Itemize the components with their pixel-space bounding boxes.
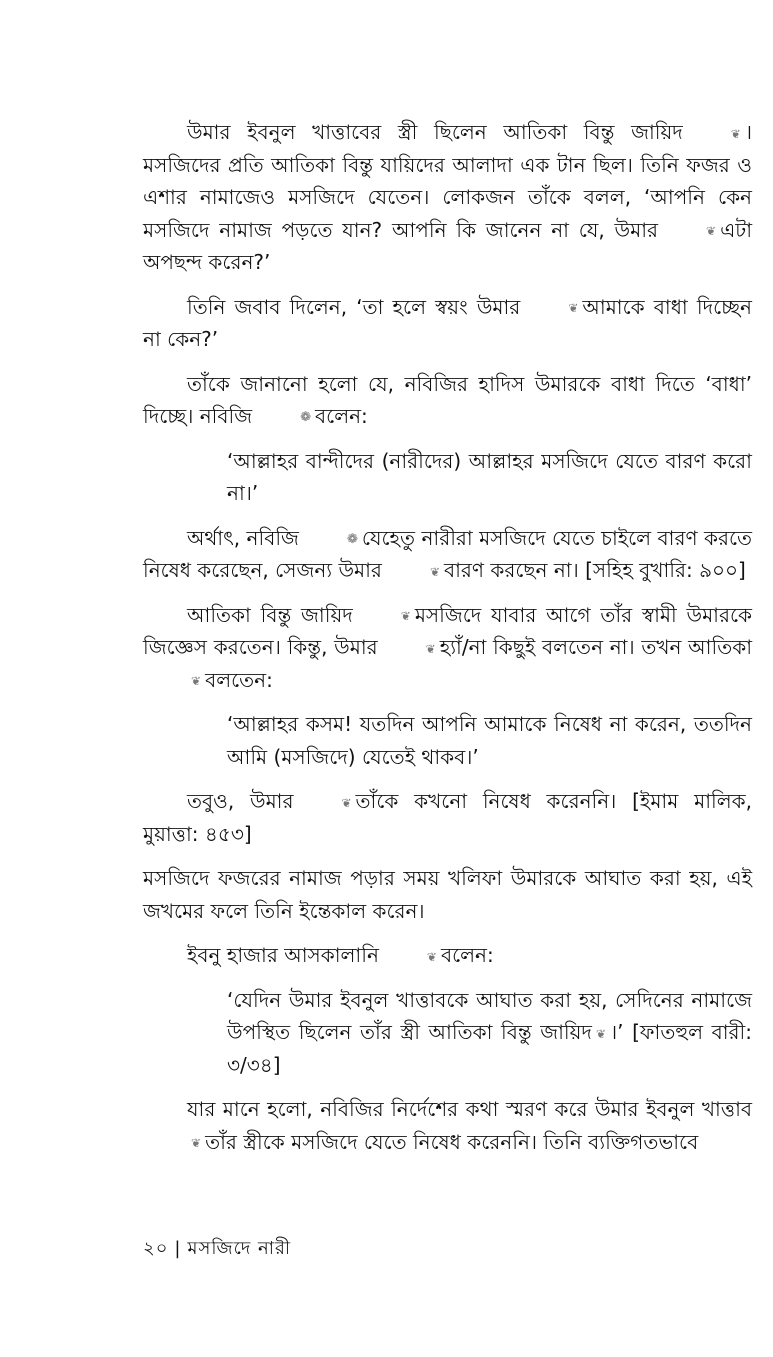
- paragraph-3: [143, 368, 752, 433]
- honorific-icon: ❦: [341, 795, 352, 810]
- paragraph-5: [143, 599, 752, 697]
- paragraph-1: [143, 116, 752, 279]
- paragraph-text: । মসজিদের প্রতি আতিকা বিন্তু যায়িদের আলাদা এক টান ছিল। তিনি ফজর ও এশার নামাজেও মসজিদে যেতেন। লোকজন তাঁকে বলল, ‘আপনি কেন মসজিদে নামাজ পড়তে যান? আপনি কি জানেন না যে, উমার: [143, 120, 752, 242]
- honorific-icon: ❦: [595, 1026, 606, 1041]
- paragraph-text: আমাকে বাধা দিচ্ছেন না কেন?’: [143, 294, 752, 351]
- quote-text: ‘আল্লাহর বান্দীদের (নারীদের) আল্লাহর মসজিদে যেতে বারণ করো না।’: [227, 448, 752, 505]
- page-body: [143, 116, 752, 1170]
- paragraph-text: তাঁর স্ত্রীকে মসজিদে যেতে নিষেধ করেননি। তিনি ব্যক্তিগতভাবে: [205, 1129, 699, 1154]
- paragraph-text: বলেন:: [440, 943, 494, 967]
- paragraph-text: যেহেতু নারীরা মসজিদে যেতে চাইলে বারণ করতে নিষেধ করেছেন, সেজন্য উমার: [143, 525, 752, 582]
- paragraph-text: মসজিদে ফজরের নামাজ পড়ার সময় খলিফা উমারকে আঘাত করা হয়, এই জখমের ফলে তিনি ইন্তেকাল করেন।: [143, 866, 752, 923]
- paragraph-text: আতিকা বিন্তু জায়িদ: [187, 602, 353, 627]
- paragraph-7: [143, 862, 752, 927]
- block-quote-1: [227, 445, 752, 510]
- paragraph-text: ইবনু হাজার আসকালানি: [187, 943, 379, 967]
- quote-text: ‘যেদিন উমার ইবনুল খাত্তাবকে আঘাত করা হয়, সেদিনের নামাজে উপস্থিত ছিলেন তাঁর স্ত্রী আতিকা বিন্তু জায়িদ: [227, 987, 752, 1044]
- paragraph-text: বারণ করছেন না। [সহিহ বুখারি: ৯০০]: [444, 558, 746, 582]
- paragraph-text: তিনি জবাব দিলেন, ‘তা হলে স্বয়ং উমার: [187, 294, 521, 319]
- honorific-icon: ❦: [426, 949, 437, 964]
- salawat-icon: ❁: [300, 410, 312, 425]
- page-number: ২০: [143, 1238, 169, 1259]
- paragraph-text: বলেন:: [315, 404, 368, 428]
- paragraph-2: [143, 291, 752, 356]
- paragraph-9: [143, 1093, 752, 1158]
- paragraph-text: মসজিদে যাবার আগে তাঁর স্বামী উমারকে জিজ্ঞেস করতেন। কিন্তু, উমার: [143, 602, 752, 659]
- block-quote-2: [227, 708, 752, 773]
- paragraph-text: যার মানে হলো, নবিজির নির্দেশের কথা স্মরণ করে উমার ইবনুল খাত্তাব: [187, 1097, 752, 1121]
- quote-text: ।’ [ফাতহুল বারী: ৩/৩৪]: [227, 1020, 753, 1077]
- honorific-icon: ❦: [706, 224, 717, 238]
- paragraph-text: উমার ইবনুল খাত্তাবের স্ত্রী ছিলেন আতিকা বিন্তু জায়িদ: [187, 120, 683, 144]
- honorific-icon: ❦: [400, 609, 411, 623]
- paragraph-text: এটা অপছন্দ করেন?’: [143, 217, 752, 274]
- paragraph-8: [143, 939, 752, 972]
- paragraph-text: তাঁকে জানানো হলো যে, নবিজির হাদিস উমারকে বাধা দিতে ‘বাধা’ দিচ্ছে। নবিজি: [143, 371, 752, 428]
- paragraph-text: বলতেন:: [205, 667, 273, 692]
- honorific-icon: ❦: [191, 1136, 202, 1150]
- honorific-icon: ❦: [425, 641, 436, 656]
- paragraph-6: [143, 785, 752, 850]
- honorific-icon: ❦: [568, 301, 579, 315]
- paragraph-4: [143, 522, 752, 587]
- paragraph-text: তবুও, উমার: [187, 789, 294, 813]
- paragraph-text: অর্থাৎ, নবিজি: [187, 525, 299, 550]
- page-footer: [143, 1237, 291, 1261]
- block-quote-3: [227, 984, 752, 1082]
- honorific-icon: ❦: [429, 564, 440, 579]
- quote-text: ‘আল্লাহর কসম! যতদিন আপনি আমাকে নিষেধ না করেন, ততদিন আমি (মসজিদে) যেতেই থাকব।’: [227, 712, 752, 769]
- honorific-icon: ❦: [730, 126, 741, 141]
- honorific-icon: ❦: [191, 674, 202, 688]
- footer-separator: |: [174, 1238, 182, 1259]
- book-title: মসজিদে নারী: [187, 1238, 292, 1259]
- paragraph-text: তাঁকে কখনো নিষেধ করেননি। [ইমাম মালিক, মুয়াত্তা: ৪৫৩]: [143, 789, 752, 846]
- paragraph-text: হ্যাঁ/না কিছুই বলতেন না। তখন আতিকা: [439, 635, 752, 659]
- salawat-icon: ❁: [346, 531, 358, 547]
